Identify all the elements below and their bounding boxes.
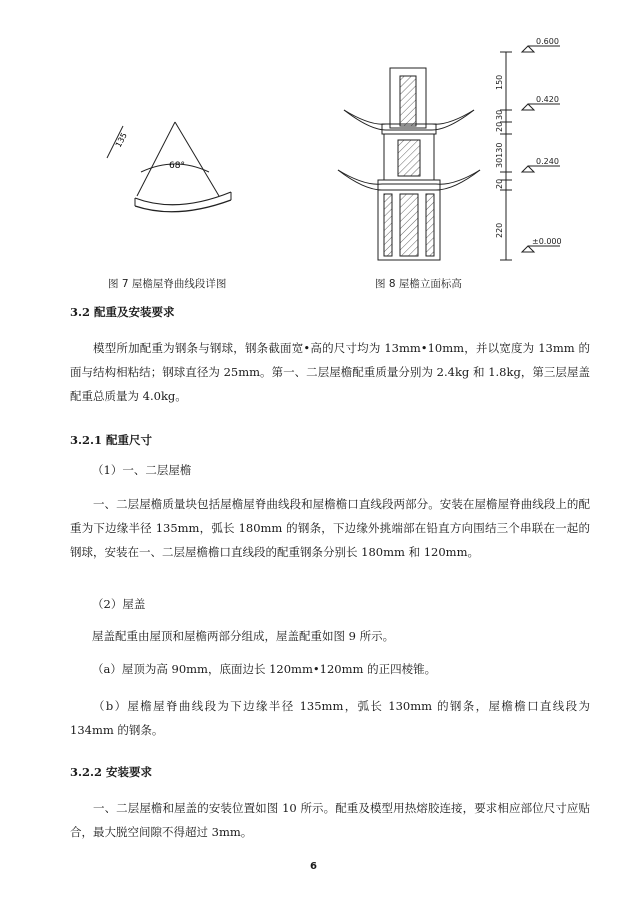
middle-column-core (398, 140, 420, 176)
dim-30-top: 30 (495, 109, 504, 120)
figure-8-diagram (330, 37, 570, 264)
figure-7-caption: 图 7 屋檐屋脊曲线段详图 (108, 278, 227, 290)
section-3-2-title: 3.2 配重及安装要求 (70, 305, 175, 319)
middle-eave-band (378, 180, 440, 190)
section-3-2-body: 模型所加配重为钢条与钢球，钢条截面宽•高的尺寸均为 13mm•10mm，并以宽度为 13mm 的面与结构相粘结；钢球直径为 25mm。第一、二层屋檐配重质量分别为 2.4kg 和 1.8kg，第三层屋盖配重总质量为 4.0kg。 (70, 341, 590, 403)
level-mark-0000 (522, 246, 560, 252)
subsection-2-title: （2）屋盖 (92, 597, 146, 611)
level-label-0600: 0.600 (536, 37, 559, 46)
bottom-column-left (384, 194, 392, 256)
section-3-2-2-body: 一、二层屋檐和屋盖的安装位置如图 10 所示。配重及模型用热熔胶连接，要求相应部位尺寸应贴合，最大脱空间隙不得超过 3mm。 (70, 801, 590, 839)
arc-segment-outer (135, 192, 231, 205)
section-3-2-2-title: 3.2.2 安装要求 (70, 765, 153, 779)
dim-150: 150 (495, 74, 504, 90)
bottom-column-right (426, 194, 434, 256)
level-label-0420: 0.420 (536, 95, 559, 104)
dim-20-bottom: 20 (495, 178, 504, 189)
item-b: （b）屋檐屋脊曲线段为下边缘半径 135mm，弧长 130mm 的钢条，屋檐檐口直线段为 134mm 的钢条。 (70, 699, 590, 737)
subsection-1-title: （1）一、二层屋檐 (92, 463, 192, 477)
section-3-2-1-title: 3.2.1 配重尺寸 (70, 433, 153, 447)
level-label-0240: 0.240 (536, 157, 559, 166)
item-a: （a）屋顶为高 90mm，底面边长 120mm•120mm 的正四棱锥。 (92, 662, 437, 676)
dim-radius-label: 135 (113, 131, 129, 149)
level-label-0000: ±0.000 (532, 237, 562, 246)
level-mark-0600 (522, 46, 560, 52)
top-column-core (400, 76, 416, 126)
dim-30130: 30130 (495, 142, 504, 168)
level-mark-0420 (522, 104, 560, 110)
subsection-2-body: 屋盖配重由屋顶和屋檐两部分组成，屋盖配重如图 9 所示。 (92, 629, 395, 643)
dim-angle-label: 68° (169, 161, 185, 171)
dim-220: 220 (495, 222, 504, 238)
radius-line-left (137, 122, 175, 196)
figure-8-caption: 图 8 屋檐立面标高 (375, 278, 462, 290)
subsection-1-body: 一、二层屋檐质量块包括屋檐屋脊曲线段和屋檐檐口直线段两部分。安装在屋檐屋脊曲线段上的配重为下边缘半径 135mm，弧长 180mm 的钢条，下边缘外挑端部在铅直方向围结三个串联在一起的钢球，安装在一、二层屋檐檐口直线段的配重钢条分别长 180mm 和 120mm。 (70, 497, 590, 559)
dim-20-top: 20 (495, 121, 504, 132)
radius-line-right (175, 122, 219, 196)
bottom-column-core (400, 194, 418, 256)
page-number: 6 (310, 861, 317, 872)
figure-7-diagram (95, 110, 255, 220)
level-mark-0240 (522, 166, 560, 172)
